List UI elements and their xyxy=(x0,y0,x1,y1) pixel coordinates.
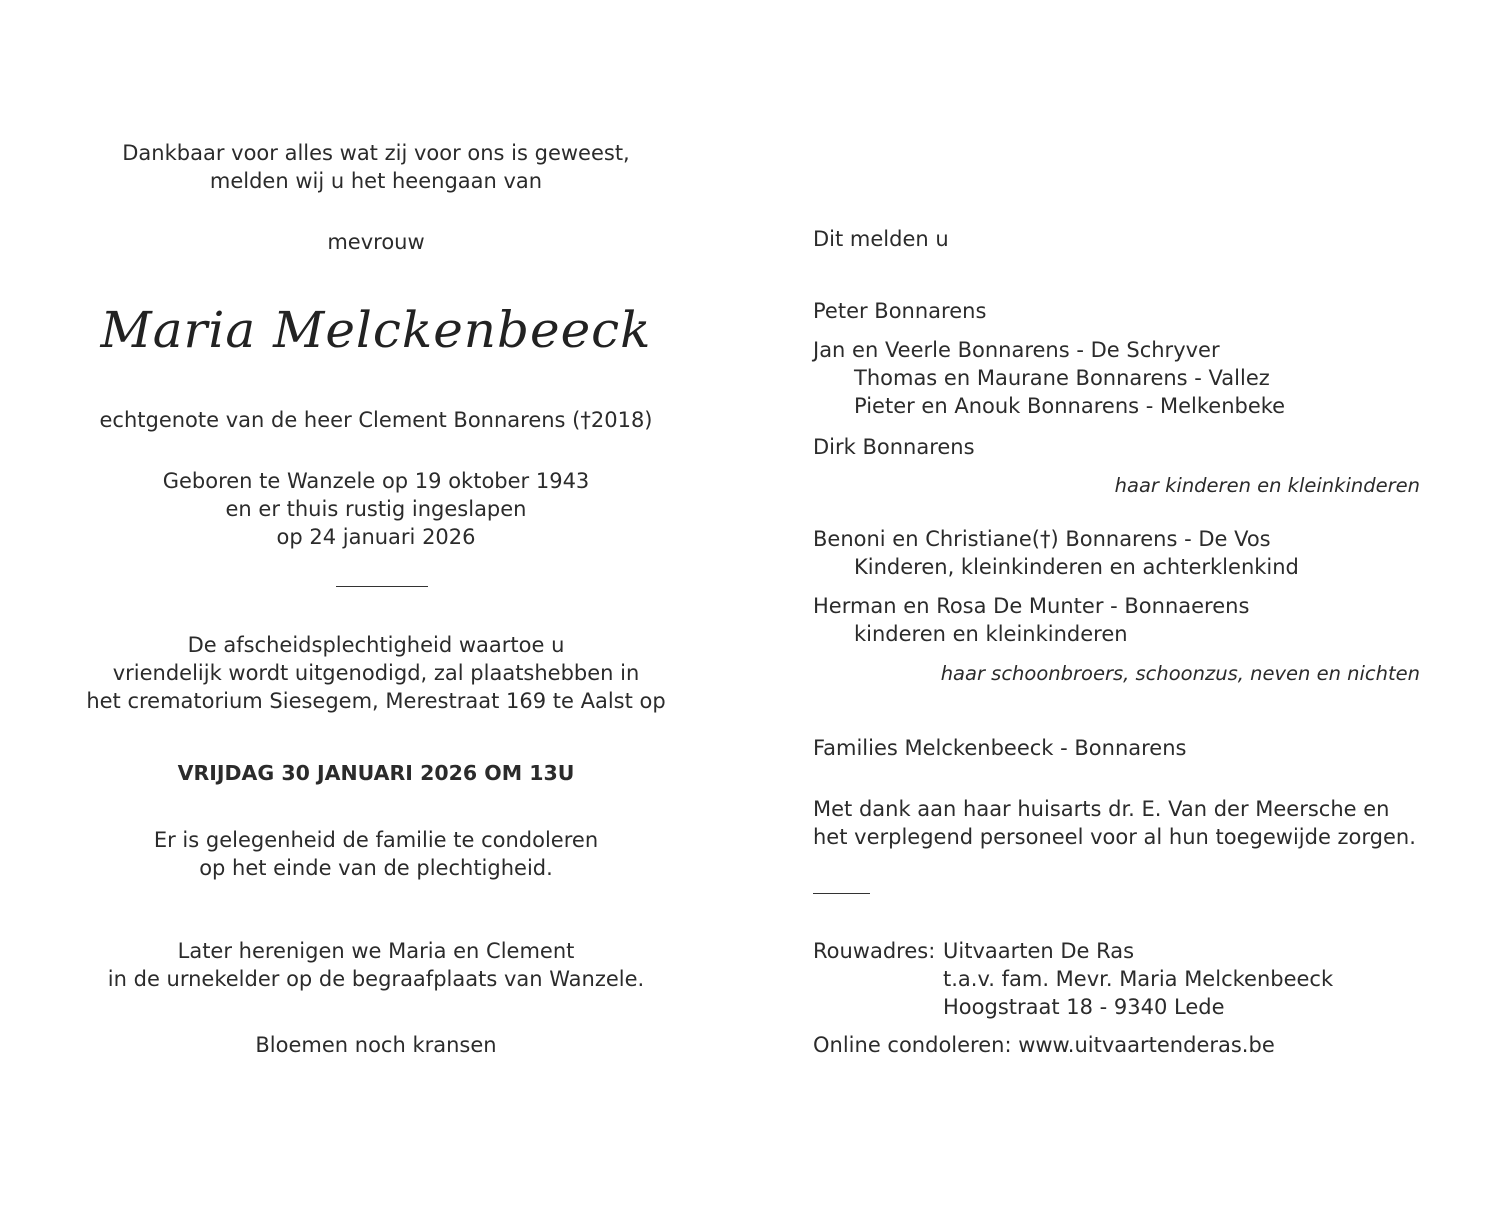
birth-death-text xyxy=(0,467,752,551)
intro-line: melden wij u het heengaan van xyxy=(209,169,543,193)
inlaw-benoni-descendants: Kinderen, kleinkinderen en achterklenkind xyxy=(854,555,1299,579)
child-jan-name: Jan en Veerle Bonnarens - De Schryver xyxy=(813,338,1220,362)
death-date-line: op 24 januari 2026 xyxy=(276,525,476,549)
deceased-name: Maria Melckenbeeck xyxy=(100,301,652,359)
intro-text xyxy=(0,139,752,195)
address-line: Uitvaarten De Ras xyxy=(943,939,1135,963)
inlaw-herman xyxy=(813,592,1249,648)
mourning-address xyxy=(813,937,1333,1021)
child-dirk: Dirk Bonnarens xyxy=(813,435,975,459)
reunion-line: Later herenigen we Maria en Clement xyxy=(177,939,575,963)
birth-line: Geboren te Wanzele op 19 oktober 1943 xyxy=(162,469,590,493)
inlaw-benoni-name: Benoni en Christiane(†) Bonnarens - De Vos xyxy=(813,527,1271,551)
ceremony-line: het crematorium Siesegem, Merestraat 169 te Aalst op xyxy=(86,689,666,713)
grandchild-line: Pieter en Anouk Bonnarens - Melkenbeke xyxy=(854,394,1286,418)
death-line: en er thuis rustig ingeslapen xyxy=(225,497,527,521)
online-condolence: Online condoleren: www.uitvaartenderas.be xyxy=(813,1033,1275,1057)
condolence-line: op het einde van de plechtigheid. xyxy=(199,856,553,880)
children-label: haar kinderen en kleinkinderen xyxy=(1114,474,1420,497)
ceremony-text xyxy=(0,631,752,715)
child-jan xyxy=(813,336,1285,420)
intro-line: Dankbaar voor alles wat zij voor ons is geweest, xyxy=(122,141,630,165)
families-line: Families Melckenbeeck - Bonnarens xyxy=(813,736,1187,760)
grandchild-line: Thomas en Maurane Bonnarens - Vallez xyxy=(854,366,1270,390)
ceremony-line: vriendelijk wordt uitgenodigd, zal plaatshebben in xyxy=(112,661,640,685)
child-peter: Peter Bonnarens xyxy=(813,299,987,323)
divider xyxy=(336,586,428,587)
inlaw-herman-name: Herman en Rosa De Munter - Bonnaerens xyxy=(813,594,1250,618)
thanks-line: Met dank aan haar huisarts dr. E. Van der Meersche en xyxy=(813,797,1390,821)
announce-line: Dit melden u xyxy=(813,227,949,251)
reunion-line: in de urnekelder op de begraafplaats van Wanzele. xyxy=(107,967,645,991)
condolence-text xyxy=(0,826,752,882)
thanks-text xyxy=(813,795,1416,851)
address-label: Rouwadres: xyxy=(813,939,936,963)
ceremony-line: De afscheidsplechtigheid waartoe u xyxy=(187,633,565,657)
spouse-line: echtgenote van de heer Clement Bonnarens (†2018) xyxy=(99,408,653,432)
divider xyxy=(813,893,870,894)
inlaw-benoni xyxy=(813,525,1299,581)
inlaws-label: haar schoonbroers, schoonzus, neven en nichten xyxy=(940,662,1420,685)
honorific: mevrouw xyxy=(327,230,425,254)
address-line: Hoogstraat 18 - 9340 Lede xyxy=(943,995,1225,1019)
address-line: t.a.v. fam. Mevr. Maria Melckenbeeck xyxy=(943,967,1334,991)
flowers-note: Bloemen noch kransen xyxy=(255,1033,497,1057)
condolence-line: Er is gelegenheid de familie te condoleren xyxy=(153,828,599,852)
inlaw-herman-descendants: kinderen en kleinkinderen xyxy=(854,622,1128,646)
reunion-text xyxy=(0,937,752,993)
ceremony-date-time: VRIJDAG 30 JANUARI 2026 OM 13U xyxy=(177,761,575,785)
thanks-line: het verplegend personeel voor al hun toegewijde zorgen. xyxy=(813,825,1416,849)
address-first-line xyxy=(813,937,1333,965)
